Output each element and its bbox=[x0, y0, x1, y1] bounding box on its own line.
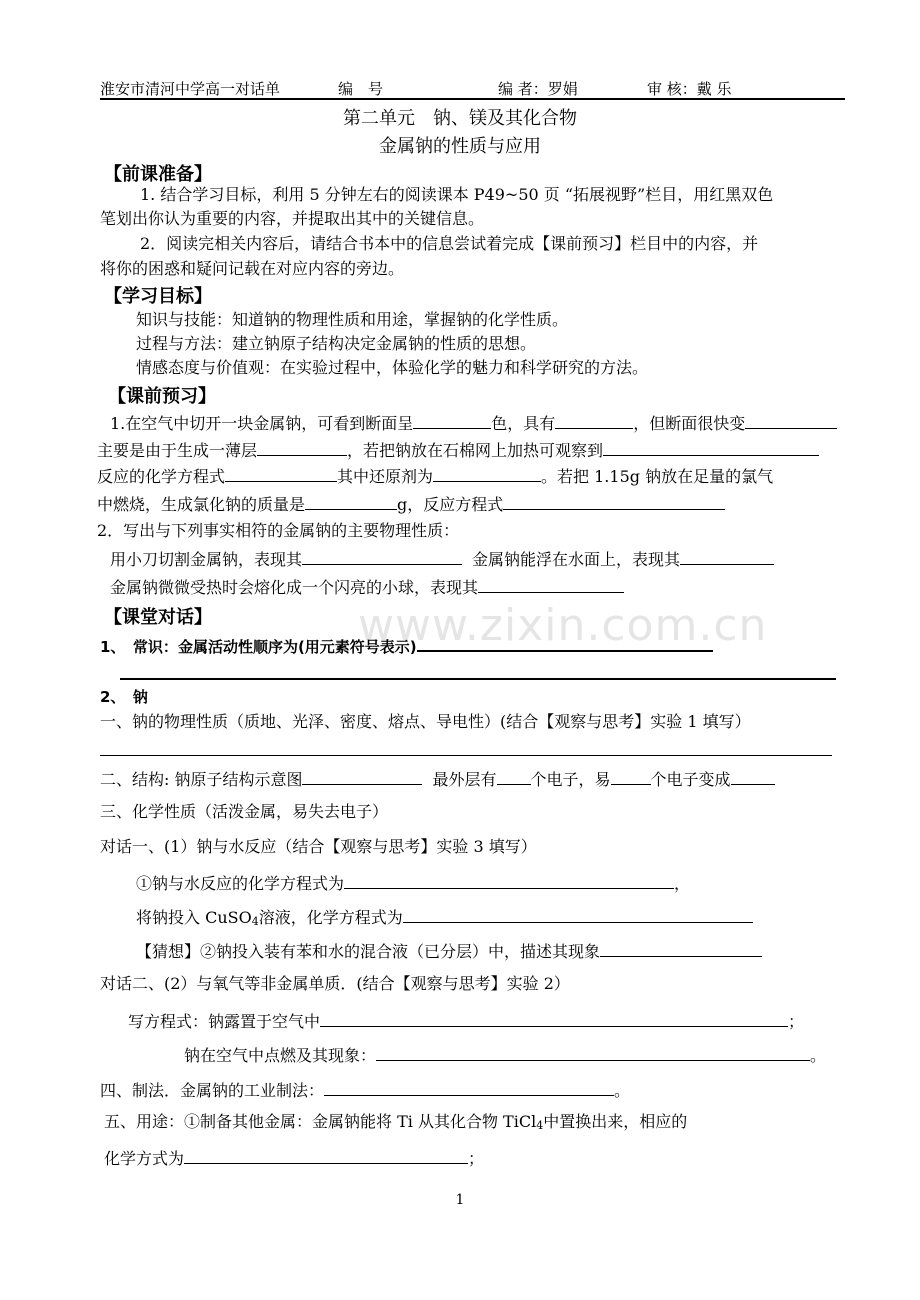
dialog-one: 对话一、(1）钠与水反应（结合【观察与思考】实验 3 填写） bbox=[100, 837, 537, 856]
blank-reducer[interactable] bbox=[433, 464, 541, 482]
structure-line: 二、结构: 钠原子结构示意图 最外层有 个电子，易 个电子变成 bbox=[100, 767, 775, 791]
blank-melting-point[interactable] bbox=[478, 575, 624, 593]
physical-properties: 一、钠的物理性质（质地、光泽、密度、熔点、导电性）(结合【观察与思考】实验 1 填写） bbox=[100, 712, 751, 731]
goal-process: 过程与方法：建立钠原子结构决定金属钠的性质的思想。 bbox=[136, 334, 537, 353]
item1-activity-series: 1、 常识：金属活动性顺序为(用元素符号表示) bbox=[100, 633, 713, 658]
uses-line1: 五、用途：①制备其他金属：金属钠能将 Ti 从其化合物 TiCl$_4$中置换出来，相应的 bbox=[104, 1112, 688, 1132]
dialog-two-b: 钠在空气中点燃及其现象： 。 bbox=[184, 1043, 826, 1067]
dialog-one-a: ①钠与水反应的化学方程式为 ， bbox=[136, 871, 690, 895]
preview-q1-line3: 反应的化学方程式 其中还原剂为 。若把 1.15g 钠放在足量的氯气 bbox=[97, 464, 773, 488]
dialog-two-a: 写方程式：钠露置于空气中 ； bbox=[128, 1009, 804, 1033]
blank-benzene-phenomenon[interactable] bbox=[600, 939, 762, 957]
blank-thin-layer[interactable] bbox=[257, 438, 347, 456]
preview-q1-line4: 中燃烧，生成氯化钠的质量是 g，反应方程式 bbox=[97, 492, 725, 516]
blank-outer-electrons[interactable] bbox=[497, 767, 531, 785]
preview-q1-line2: 主要是由于生成一薄层 ，若把钠放在石棉网上加热可观察到 bbox=[97, 438, 819, 462]
prep-p2b: 将你的困惑和疑问记载在对应内容的旁边。 bbox=[100, 259, 405, 278]
prep-p2a: 2．阅读完相关内容后，请结合书本中的信息尝试着完成【课前预习】栏目中的内容，并 bbox=[140, 234, 759, 253]
item2-sodium: 2、 钠 bbox=[100, 688, 148, 706]
preview-heading: 【课前预习】 bbox=[108, 386, 216, 407]
blank-equation[interactable] bbox=[225, 464, 337, 482]
goal-emotion: 情感态度与价值观：在实验过程中，体验化学的魅力和科学研究的方法。 bbox=[136, 358, 649, 377]
blank-na-water-equation[interactable] bbox=[344, 871, 674, 889]
watermark: www.zixin.com.cn bbox=[358, 600, 768, 651]
blank-na-in-air-equation[interactable] bbox=[320, 1009, 788, 1027]
blank-density[interactable] bbox=[680, 547, 774, 565]
blank-reaction-equation[interactable] bbox=[503, 492, 725, 510]
uses-line2: 化学方式为 ； bbox=[104, 1146, 484, 1170]
production-method: 四、制法．金属钠的工业制法： 。 bbox=[100, 1078, 630, 1102]
blank-cuso4-equation[interactable] bbox=[403, 905, 753, 923]
dialog-heading: 【课堂对话】 bbox=[104, 607, 212, 628]
preview-q1-line1: 1.在空气中切开一块金属钠，可看到断面呈 色，具有 ，但断面很快变 bbox=[110, 411, 837, 435]
unit-title: 第二单元 钠、镁及其化合物 bbox=[343, 108, 577, 129]
header-number: 编 号 bbox=[338, 80, 384, 98]
blank-lose-gain[interactable] bbox=[611, 767, 651, 785]
dialog-one-c: 【猜想】②钠投入装有苯和水的混合液（已分层）中，描述其现象 bbox=[136, 939, 762, 963]
header-school: 淮安市清河中学高一对话单 bbox=[100, 80, 281, 98]
blank-section-color[interactable] bbox=[413, 411, 491, 429]
preview-q2: 2．写出与下列事实相符的金属钠的主要物理性质： bbox=[97, 521, 460, 540]
blank-heating-observation[interactable] bbox=[603, 438, 819, 456]
prep-heading: 【前课准备】 bbox=[104, 164, 212, 185]
preview-q2-line1: 用小刀切割金属钠，表现其 金属钠能浮在水面上，表现其 bbox=[110, 547, 774, 571]
goal-knowledge: 知识与技能：知道钠的物理性质和用途，掌握钠的化学性质。 bbox=[136, 310, 569, 329]
blank-industrial-method[interactable] bbox=[324, 1078, 614, 1096]
header-reviewer: 审 核：戴 乐 bbox=[647, 80, 732, 98]
prep-p1a: 1. 结合学习目标，利用 5 分钟左右的阅读课本 P49~50 页 “拓展视野”栏目，用红黑双色 bbox=[140, 185, 774, 204]
blank-softness[interactable] bbox=[302, 547, 462, 565]
blank-ion[interactable] bbox=[731, 767, 775, 785]
blank-ti-equation[interactable] bbox=[184, 1146, 468, 1164]
page-header bbox=[100, 76, 845, 100]
blank-nacl-mass[interactable] bbox=[305, 492, 397, 510]
blank-atom-diagram[interactable] bbox=[302, 767, 422, 785]
header-editor: 编 者：罗娟 bbox=[498, 80, 578, 98]
goals-heading: 【学习目标】 bbox=[104, 286, 212, 307]
blank-na-combustion[interactable] bbox=[376, 1043, 810, 1061]
chemical-properties: 三、化学性质（活泼金属，易失去电子） bbox=[100, 802, 389, 821]
page-number: 1 bbox=[455, 1192, 465, 1208]
dialog-two: 对话二、(2）与氧气等非金属单质．(结合【观察与思考】实验 2） bbox=[100, 974, 570, 993]
dialog-one-b: 将钠投入 CuSO$_4$溶液，化学方程式为 bbox=[136, 905, 753, 929]
blank-activity-series-line2[interactable] bbox=[120, 678, 836, 680]
prep-p1b: 笔划出你认为重要的内容，并提取出其中的关键信息。 bbox=[100, 209, 485, 228]
topic-title: 金属钠的性质与应用 bbox=[379, 136, 541, 157]
blank-becomes[interactable] bbox=[745, 411, 837, 429]
blank-physical-properties[interactable] bbox=[100, 755, 832, 756]
blank-luster[interactable] bbox=[555, 411, 633, 429]
preview-q2-line2: 金属钠微微受热时会熔化成一个闪亮的小球，表现其 bbox=[110, 575, 624, 599]
